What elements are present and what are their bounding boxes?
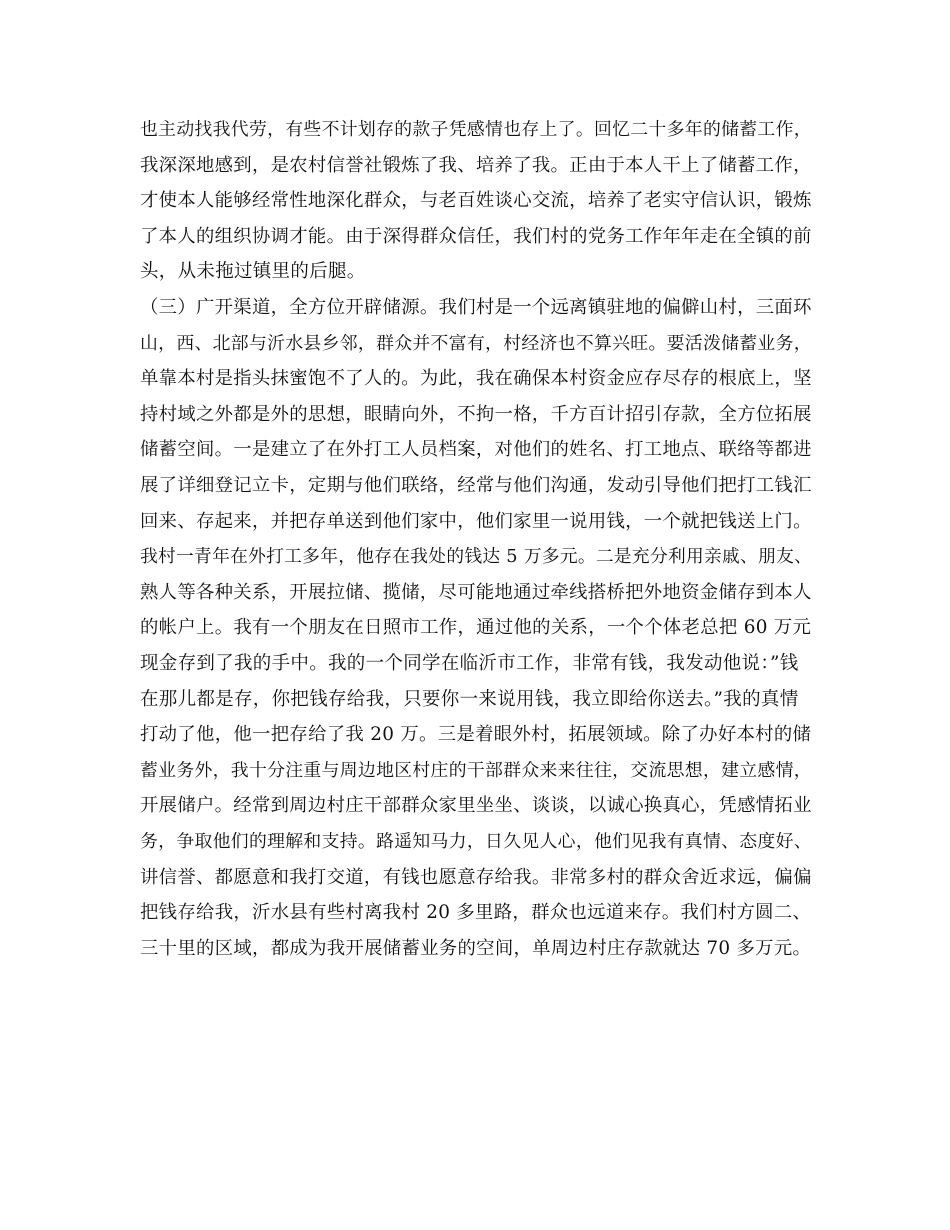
text-line: 持村域之外都是外的思想，眼睛向外，不拘一格，千方百计招引存款，全方位拓展 xyxy=(140,403,812,425)
text-line: （三）广开渠道，全方位开辟储源。我们村是一个远离镇驻地的偏僻山村，三面环 xyxy=(140,297,812,318)
text-line: 才使本人能够经常性地深化群众，与老百姓谈心交流，培养了老实守信认识，锻炼 xyxy=(140,190,812,212)
text-line: 单靠本村是指头抹蜜饱不了人的。为此，我在确保本村资金应存尽存的根底上，坚 xyxy=(140,368,812,390)
text-line: 回来、存起来，并把存单送到他们家中，他们家里一说用钱，一个就把钱送上门。 xyxy=(140,510,812,532)
text-line: 我村一青年在外打工多年，他存在我处的钱达 5 万多元。二是充分利用亲戚、朋友、 xyxy=(140,547,813,568)
text-line: 展了详细登记立卡，定期与他们联络，经常与他们沟通，发动引导他们把打工钱汇 xyxy=(140,475,812,496)
text-line: 把钱存给我，沂水县有些村离我村 20 多里路，群众也远道来存。我们村方圆二、 xyxy=(140,902,812,924)
text-line: 开展储户。经常到周边村庄干部群众家里坐坐、谈谈，以诚心换真心，凭感情拓业 xyxy=(140,795,812,817)
text-line: 现金存到了我的手中。我的一个同学在临沂市工作，非常有钱，我发动他说：”钱 xyxy=(140,653,799,674)
text-line: 头，从未拖过镇里的后腿。 xyxy=(140,261,366,283)
text-line: 储蓄空间。一是建立了在外打工人员档案，对他们的姓名、打工地点、联络等都进 xyxy=(140,439,812,461)
text-line: 也主动找我代劳，有些不计划存的款子凭感情也存上了。回忆二十多年的储蓄工作， xyxy=(140,119,812,140)
text-line: 务，争取他们的理解和支持。路遥知马力，日久见人心，他们见我有真情、态度好、 xyxy=(140,831,812,852)
text-line: 三十里的区域，都成为我开展储蓄业务的空间，单周边村庄存款就达 70 多万元。 xyxy=(140,937,812,959)
text-line: 打动了他，他一把存给了我 20 万。三是着眼外村，拓展领域。除了办好本村的储 xyxy=(140,724,812,746)
text-line: 我深深地感到，是农村信誉社锻炼了我、培养了我。正由于本人干上了储蓄工作， xyxy=(140,154,812,176)
text-line: 蓄业务外，我十分注重与周边地区村庄的干部群众来来往往，交流思想，建立感情， xyxy=(140,759,812,781)
text-line: 了本人的组织协调才能。由于深得群众信任，我们村的党务工作年年走在全镇的前 xyxy=(140,225,812,247)
text-line: 讲信誉、都愿意和我打交道，有钱也愿意存给我。非常多村的群众舍近求远，偏偏 xyxy=(140,866,812,888)
text-line: 的帐户上。我有一个朋友在日照市工作，通过他的关系，一个个体老总把 60 万元 xyxy=(140,617,812,639)
text-line: 熟人等各种关系，开展拉储、揽储，尽可能地通过牵线搭桥把外地资金储存到本人 xyxy=(140,581,812,603)
text-line: 在那儿都是存，你把钱存给我，只要你一来说用钱，我立即给你送去。”我的真情 xyxy=(140,688,799,710)
text-line: 山，西、北部与沂水县乡邻，群众并不富有，村经济也不算兴旺。要活泼储蓄业务， xyxy=(140,332,812,354)
